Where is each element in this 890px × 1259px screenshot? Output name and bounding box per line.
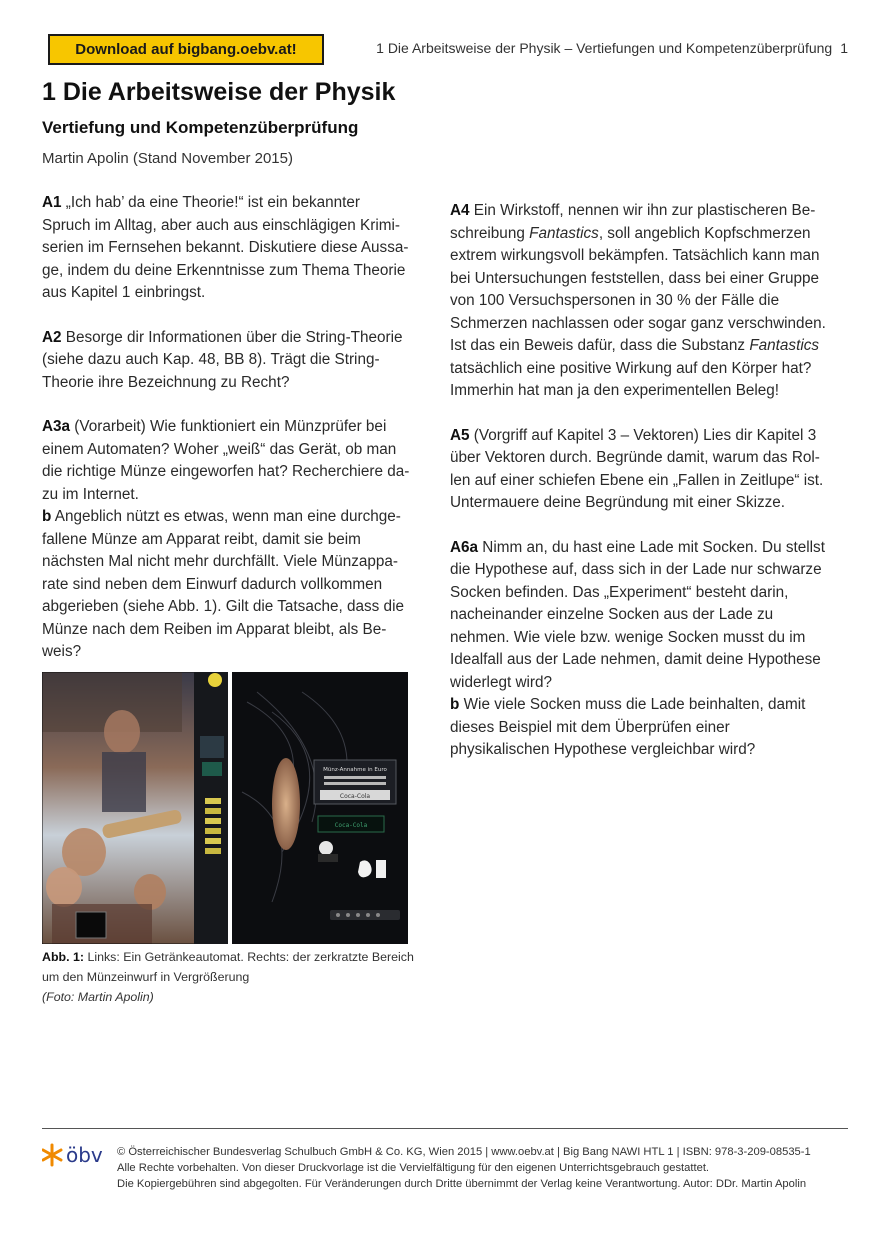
- footer-line: Die Kopiergebühren sind abgegolten. Für Veränderungen durch Dritte übernimmt der Verlag keine Verantwortung. Autor: DDr. Martin Apolin: [117, 1178, 807, 1190]
- task-a1: [42, 192, 412, 305]
- task-a3b: [42, 506, 412, 664]
- task-text: Besorge dir Informationen über die String-Theorie (siehe dazu auch Kap. 48, BB 8). Trägt die String-Theorie ihre Bezeichnung zu Recht?: [42, 328, 403, 391]
- task-label: b: [450, 696, 460, 713]
- task-a4: [450, 200, 830, 403]
- footer-line: © Österreichischer Bundesverlag Schulbuch GmbH & Co. KG, Wien 2015 | www.oebv.at | Big Bang NAWI HTL 1 | ISBN: 978-3-209-08535-1: [117, 1146, 811, 1158]
- running-head: [376, 40, 848, 56]
- download-button[interactable]: Download auf bigbang.oebv.at!: [48, 34, 324, 65]
- coin-slot-closeup: [232, 672, 408, 944]
- panel-title: Münz-Annahme in Euro: [323, 767, 387, 773]
- caption-text: Links: Ein Getränkeautomat. Rechts: der zerkratzte Bereich um den Münzeinwurf in Vergrößerung: [42, 950, 414, 984]
- task-label: A3a: [42, 418, 71, 435]
- task-a6a: [450, 537, 830, 695]
- task-label: A4: [450, 202, 470, 219]
- photo-credit: (Foto: Martin Apolin): [42, 990, 154, 1004]
- substance-name: Fantastics: [749, 337, 820, 354]
- footer-divider: [42, 1128, 848, 1129]
- task-text: (Vorarbeit) Wie funktioniert ein Münzprüfer bei einem Automaten? Woher „weiß“ das Gerät, ob man die richtige Münze eingeworfen hat? Recherchiere dazu im Internet.: [42, 418, 410, 503]
- page-number: 1: [840, 40, 848, 56]
- task-a6b: [450, 694, 830, 762]
- task-text: Wie viele Socken muss die Lade beinhalten, damit dieses Beispiel mit dem Überprüfen einer physikalischen Hypothese vergleichbar wird?: [450, 696, 806, 758]
- task-label: A5: [450, 426, 470, 444]
- right-column: [450, 200, 830, 784]
- footer-copyright: [117, 1144, 852, 1192]
- svg-text:Coca-Cola: Coca-Cola: [334, 822, 368, 829]
- page-title: 1 Die Arbeitsweise der Physik: [42, 78, 396, 106]
- task-label: b: [42, 508, 52, 525]
- task-a3a: [42, 416, 412, 506]
- task-a5: [450, 425, 830, 515]
- task-text: , soll angeblich Kopfschmerzen extrem wirkungsvoll bekämpfen. Tatsächlich kann man bei Untersuchungen feststellen, dass bei einer Gruppe von 100 Versuchspersonen in 30 % der Fälle die Schmerzen nachlassen oder sogar ganz verschwinden. Ist das ein Beweis dafür, dass die Substanz: [450, 224, 826, 354]
- figure-caption: [42, 947, 414, 1007]
- task-a2: [42, 327, 412, 395]
- figure-photo: [42, 672, 408, 944]
- logo-text: öbv: [66, 1143, 103, 1167]
- running-head-text: 1 Die Arbeitsweise der Physik – Vertiefungen und Kompetenzüberprüfung: [376, 40, 833, 56]
- task-text: tatsächlich eine positive Wirkung auf den Körper hat? Immerhin hat man ja den experimentellen Beleg!: [450, 359, 812, 399]
- scratched-area: [272, 758, 300, 850]
- task-text: (Vorgriff auf Kapitel 3 – Vektoren) Lies dir Kapitel 3 über Vektoren durch. Begründe damit, warum das Rollen auf einer schiefen Ebene ein „Fallen in Zeitlupe“ ist. Untermauere deine Begründung mit einer Skizze.: [450, 426, 824, 511]
- task-label: A6a: [450, 538, 479, 556]
- caption-label: Abb. 1:: [42, 950, 84, 964]
- task-label: A2: [42, 328, 62, 346]
- author-line: Martin Apolin (Stand November 2015): [42, 150, 293, 167]
- substance-name: Fantastics: [529, 224, 599, 242]
- asterisk-icon: [43, 1145, 61, 1165]
- coin-return-button: [319, 841, 333, 855]
- page-subtitle: Vertiefung und Kompetenzüberprüfung: [42, 118, 359, 137]
- panel-line: Coca-Cola: [339, 793, 371, 800]
- task-text: Angeblich nützt es etwas, wenn man eine durchgefallene Münze am Apparat reibt, damit sie beim nächsten Mal nicht mehr durchfällt. Viele Münzapparate sind neben dem Einwurf dadurch vollkommen abgerieben (siehe Abb. 1). Gilt die Tatsache, dass die Münze nach dem Reiben im Apparat bleibt, als Beweis?: [42, 508, 404, 660]
- task-text: „Ich hab’ da eine Theorie!“ ist ein bekannter Spruch im Alltag, aber auch aus einschlägigen Krimiserien im Fernsehen bekannt. Diskutiere diese Aussage, indem du deine Erkenntnisse zum Thema Theorie aus Kapitel 1 einbringst.: [42, 194, 409, 301]
- task-label: A1: [42, 194, 62, 211]
- task-text: Nimm an, du hast eine Lade mit Socken. Du stellst die Hypothese auf, dass sich in der Lade nur schwarze Socken befinden. Das „Experiment“ besteht darin, nacheinander einzelne Socken aus der Lade zu nehmen. Wie viele bzw. wenige Socken musst du im Idealfall aus der Lade nehmen, damit deine Hypothese widerlegt wird?: [450, 538, 825, 691]
- publisher-logo: [42, 1142, 108, 1168]
- vending-machine-photo: [42, 672, 408, 944]
- left-column: [42, 192, 412, 686]
- footer-line: Alle Rechte vorbehalten. Von dieser Druckvorlage ist die Vervielfältigung für den eigenen Unterrichtsgebrauch gestattet.: [117, 1162, 710, 1174]
- task-text: Ein Wirkstoff, nennen wir ihn zur plastischeren Beschreibung: [450, 202, 816, 242]
